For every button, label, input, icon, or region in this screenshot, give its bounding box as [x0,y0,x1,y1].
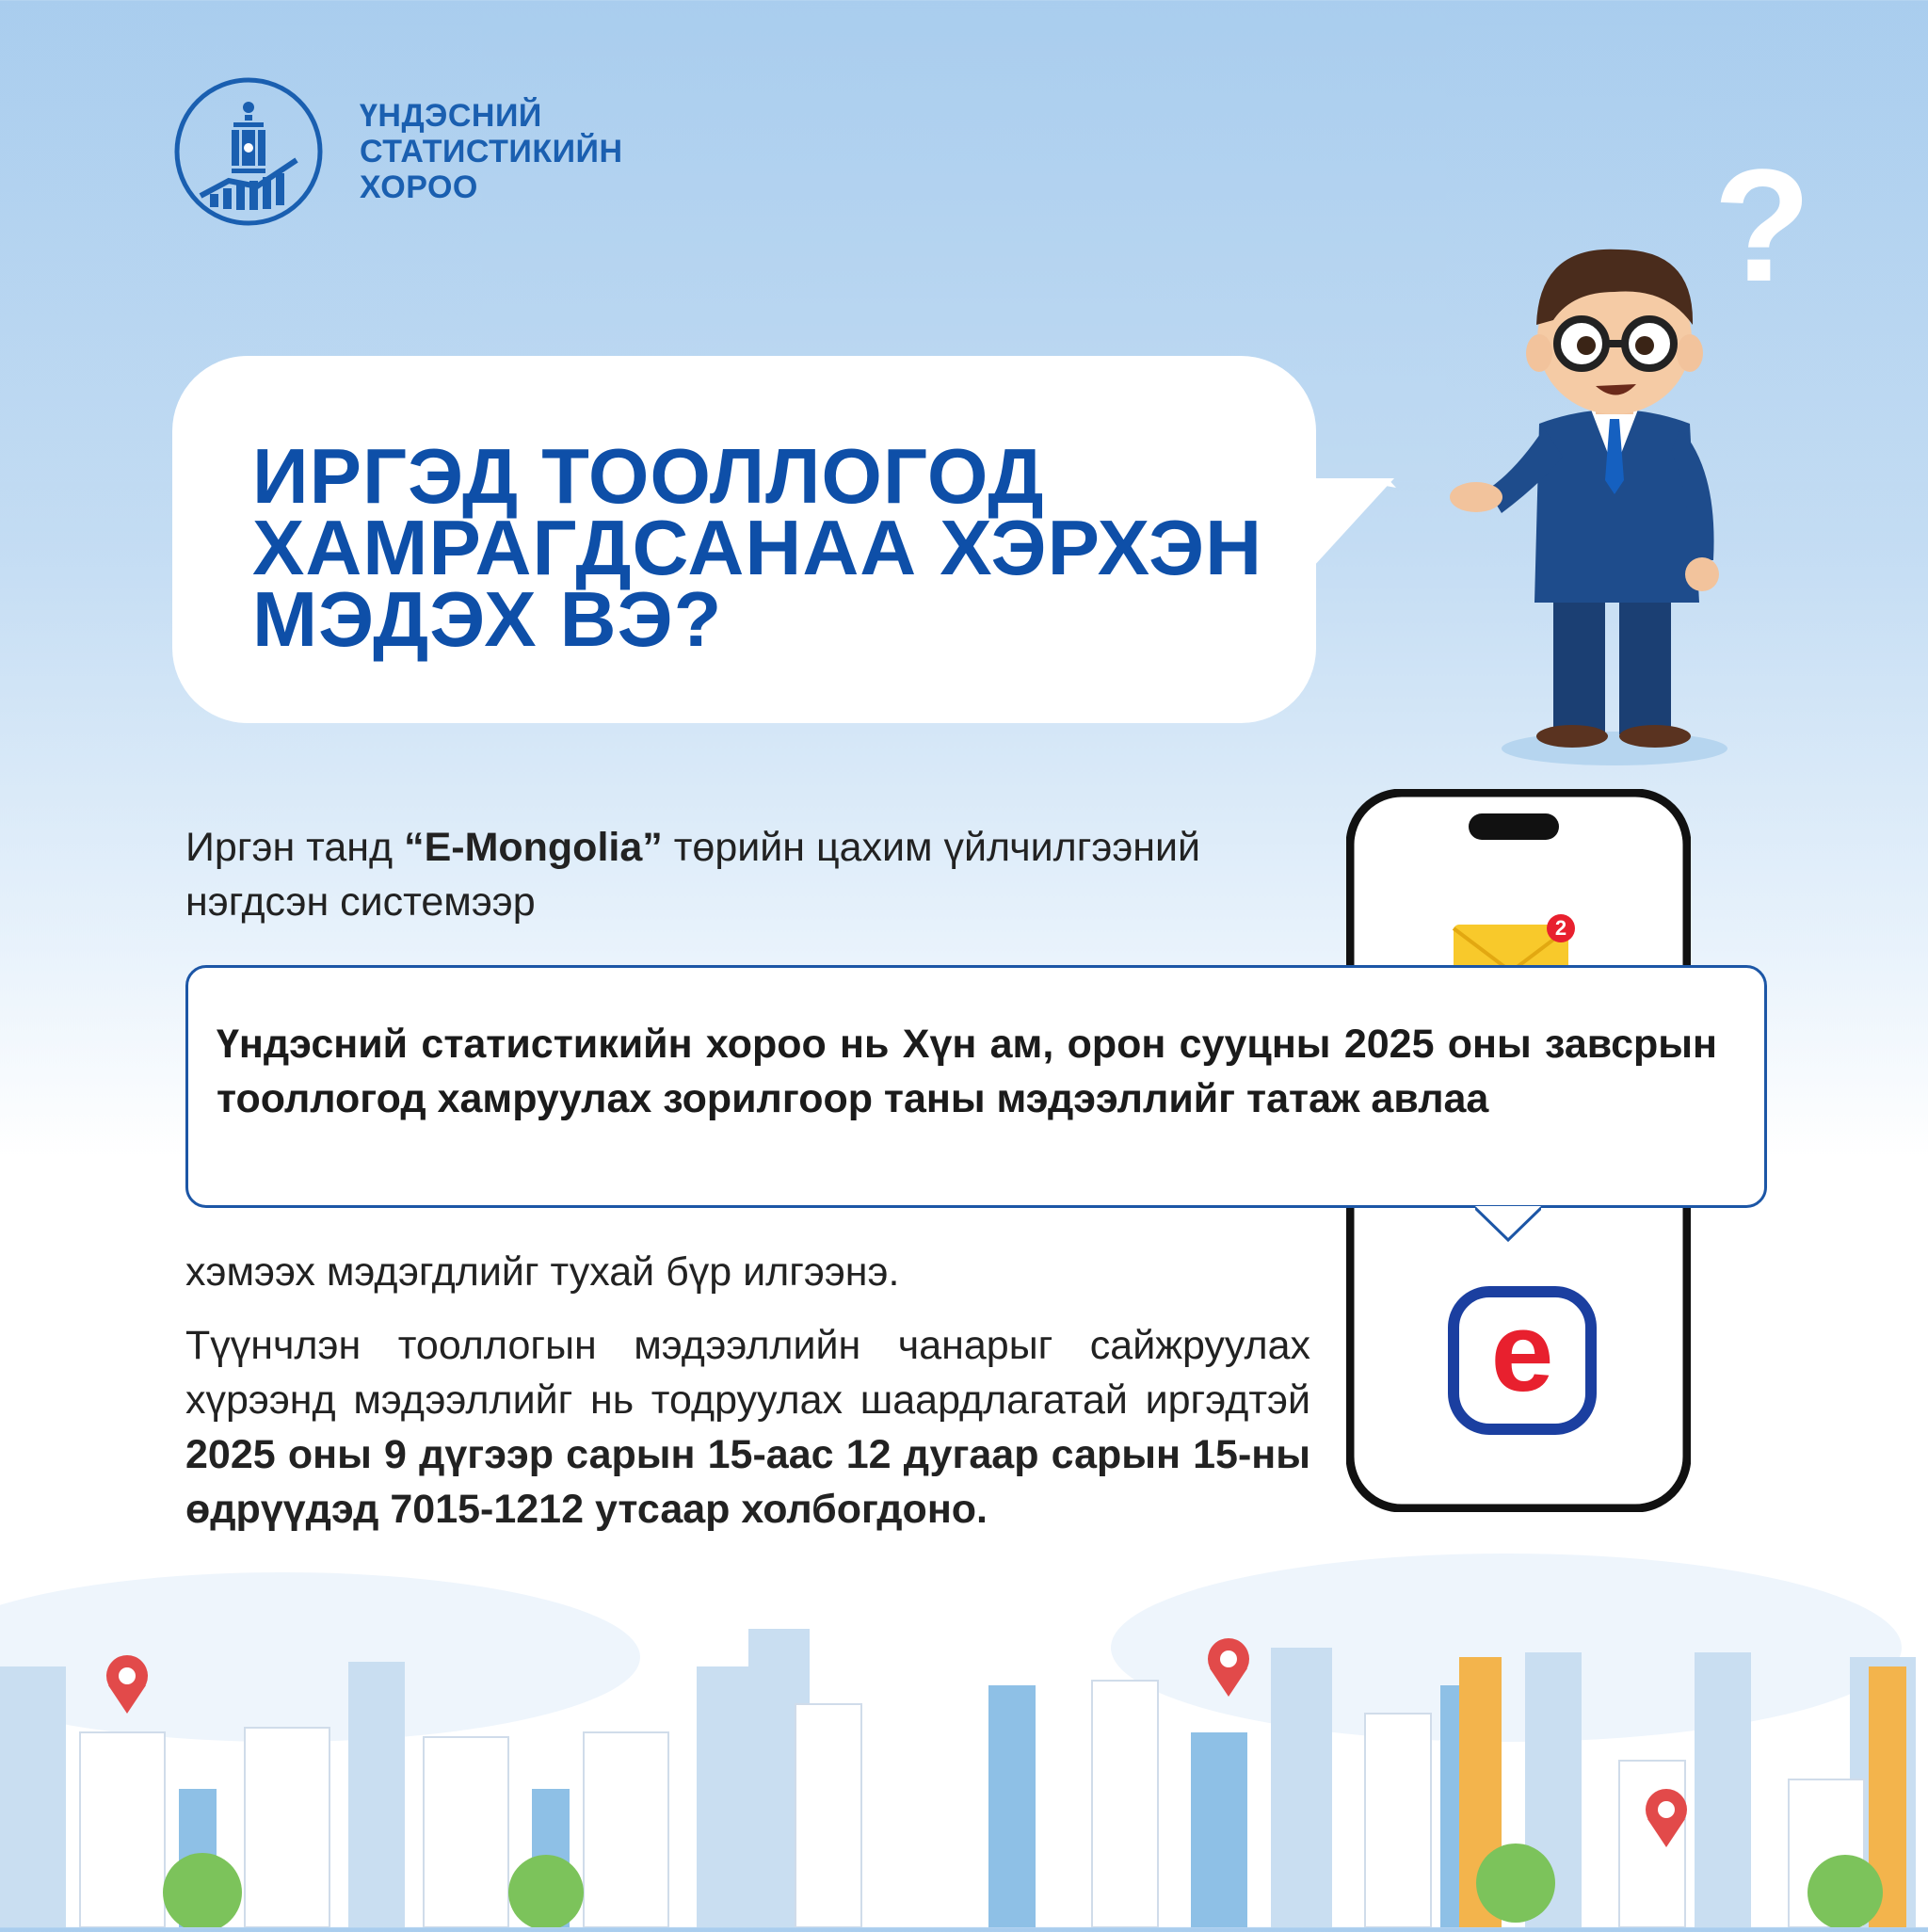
contact-paragraph [185,1318,1310,1537]
org-name [360,98,623,205]
question-mark-icon: ? [1713,137,1811,315]
notification-card [185,965,1767,1208]
speech-bubble [172,356,1396,723]
title-line3: МЭДЭХ ВЭ? [252,575,723,663]
sent-notice-paragraph: хэмээх мэдэгдлийг тухай бүр илгээнэ. [185,1249,900,1295]
org-name-line1: ҮНДЭСНИЙ [360,98,542,134]
org-name-line3: ХОРОО [360,169,478,205]
contact-text-bold: 2025 оны 9 дүгээр сарын 15-аас 12 дугаар сарын 15-ны өдрүүдэд 7015-1212 утсаар холбогдоно. [185,1432,1310,1532]
app-icon-letter: e [1490,1289,1554,1415]
intro-text-bold: “E-Mongolia” [404,825,663,870]
intro-text-after: төрийн цахим үйлчилгээний нэгдсэн системээр [185,825,1201,925]
title-line2: ХАМРАГДСАНАА ХЭРХЭН [252,504,1263,591]
city-skyline-illustration [0,1544,1928,1927]
page-title [252,432,1263,663]
title-line1: ИРГЭД ТООЛЛОГОД [252,432,1045,520]
businessman-character [1450,235,1779,772]
intro-paragraph [185,820,1310,929]
intro-text-before: Иргэн танд [185,825,405,870]
contact-text: Түүнчлэн тооллогын мэдээллийн чанарыг сайжруулах хүрээнд мэдээллийг нь тодруулах шаардлагатай иргэдтэй [185,1323,1310,1423]
e-mongolia-app-icon[interactable] [1448,1286,1597,1435]
speech-bubble-tail [1293,478,1396,601]
notification-pointer [1475,1206,1541,1244]
statistics-office-logo [172,75,325,228]
notification-text: Үндэсний статистикийн хороо нь Хүн ам, орон сууцны 2025 оны завсрын тооллогод хамруулах зорилгоор таны мэдээллийг татаж авлаа [217,1022,1717,1121]
org-name-line2: СТАТИСТИКИЙН [360,134,623,169]
notification-badge: 2 [1554,916,1567,940]
